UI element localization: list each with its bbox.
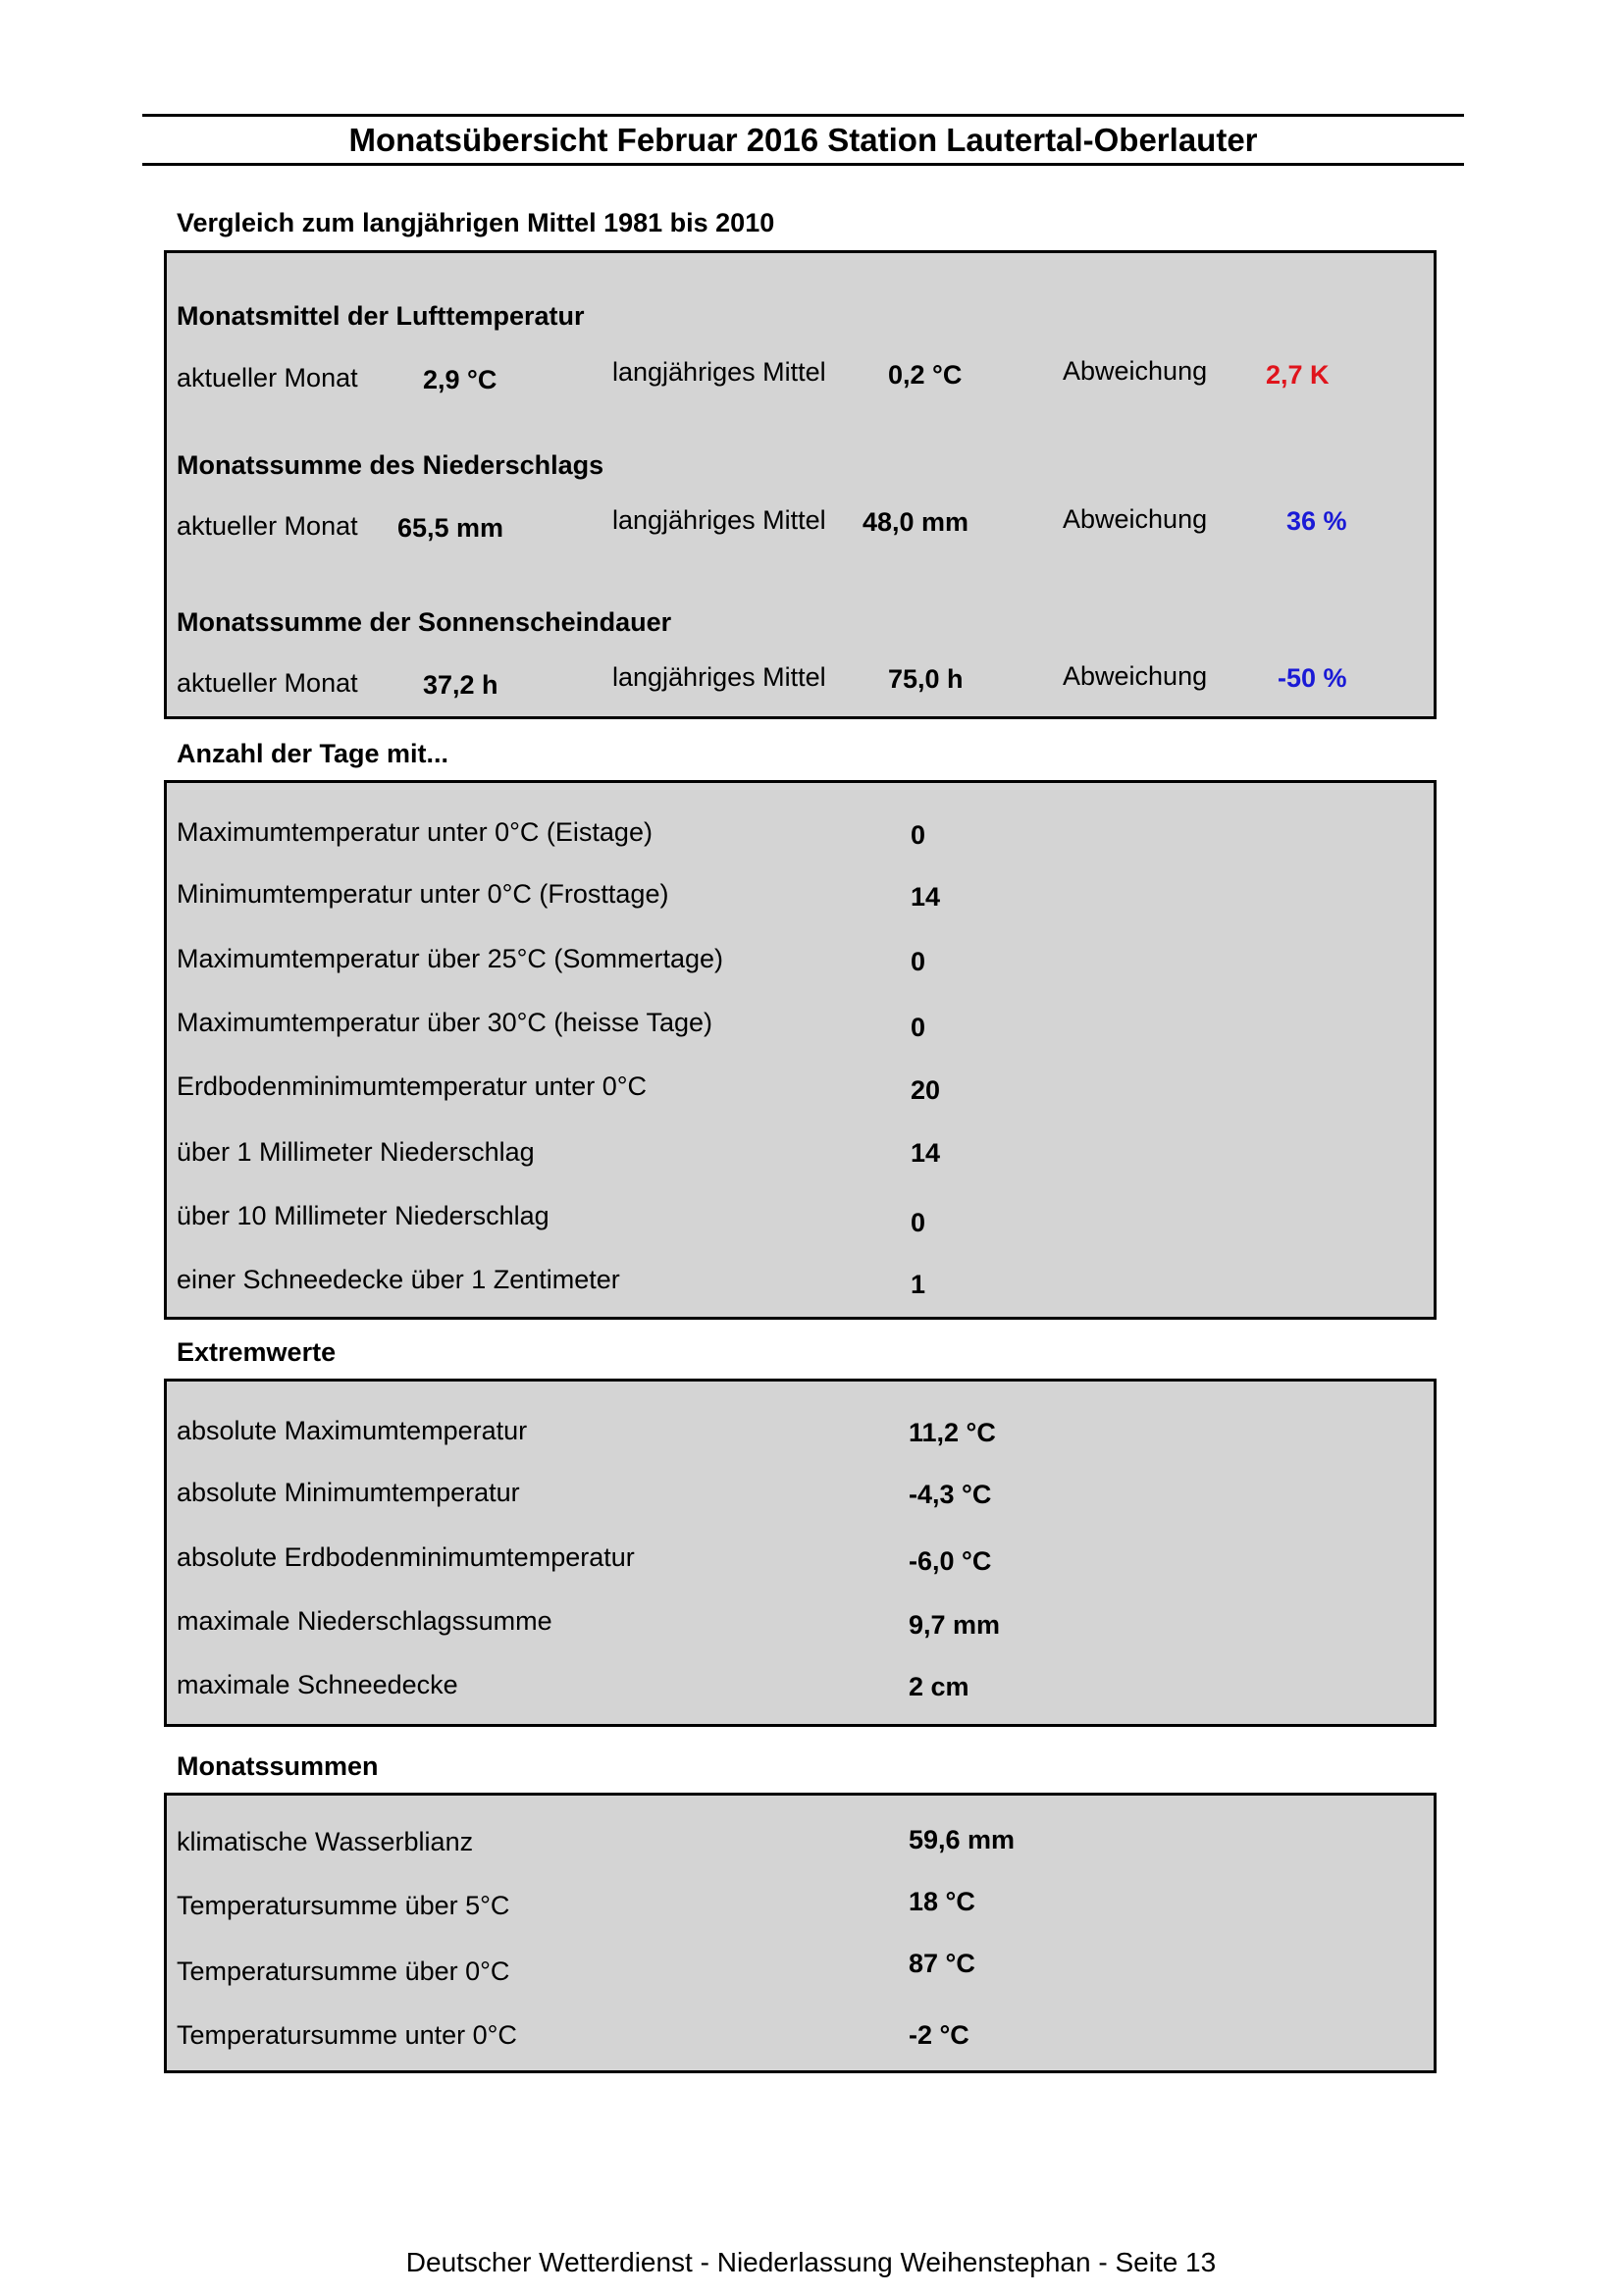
extremes-row-value: -6,0 °C: [909, 1546, 992, 1576]
days-row-label: Minimumtemperatur unter 0°C (Frosttage): [177, 879, 669, 909]
precipitation-current-label: aktueller Monat: [177, 511, 358, 541]
sunshine-current-label: aktueller Monat: [177, 668, 358, 698]
extremes-row-value: -4,3 °C: [909, 1480, 992, 1509]
sunshine-deviation-value: -50 %: [1278, 663, 1347, 693]
extremes-row-value: 2 cm: [909, 1672, 969, 1701]
days-row-value: 0: [911, 820, 926, 850]
days-row-value: 0: [911, 1013, 926, 1042]
sums-row-label: klimatische Wasserblianz: [177, 1827, 474, 1856]
sunshine-mean-label: langjähriges Mittel: [612, 662, 826, 692]
sums-row-label: Temperatursumme über 5°C: [177, 1891, 510, 1920]
days-row-label: Maximumtemperatur unter 0°C (Eistage): [177, 817, 653, 847]
page-title: Monatsübersicht Februar 2016 Station Lautertal-Oberlauter: [348, 122, 1258, 158]
sunshine-current-value: 37,2 h: [423, 670, 498, 700]
temperature-current-label: aktueller Monat: [177, 363, 358, 392]
extremes-row-label: absolute Erdbodenminimumtemperatur: [177, 1542, 635, 1572]
days-row-value: 20: [911, 1075, 941, 1105]
days-row-label: Erdbodenminimumtemperatur unter 0°C: [177, 1071, 648, 1101]
title-bottom-rule: [142, 163, 1464, 166]
days-heading: Anzahl der Tage mit...: [177, 739, 449, 768]
extremes-row-label: maximale Niederschlagssumme: [177, 1606, 552, 1636]
temperature-mean-label: langjähriges Mittel: [612, 357, 826, 387]
days-row-label: einer Schneedecke über 1 Zentimeter: [177, 1265, 620, 1294]
comparison-heading: Vergleich zum langjährigen Mittel 1981 bis 2010: [177, 208, 775, 237]
sums-row-value: -2 °C: [909, 2020, 969, 2050]
temperature-deviation-label: Abweichung: [1063, 356, 1208, 386]
precipitation-current-value: 65,5 mm: [397, 513, 504, 543]
sums-row-label: Temperatursumme unter 0°C: [177, 2020, 517, 2050]
days-row-value: 0: [911, 947, 926, 976]
days-row-value: 14: [911, 1138, 941, 1168]
precipitation-mean-value: 48,0 mm: [863, 507, 969, 537]
precipitation-deviation-value: 36 %: [1286, 506, 1347, 536]
sunshine-mean-value: 75,0 h: [888, 664, 964, 694]
page-footer: Deutscher Wetterdienst - Niederlassung Weihenstephan - Seite 13: [405, 2247, 1217, 2277]
days-row-value: 1: [911, 1270, 926, 1299]
extremes-row-label: absolute Maximumtemperatur: [177, 1416, 528, 1445]
title-top-rule: [142, 114, 1464, 117]
temperature-current-value: 2,9 °C: [423, 365, 497, 394]
temperature-mean-value: 0,2 °C: [888, 360, 963, 390]
extremes-row-value: 9,7 mm: [909, 1610, 1001, 1640]
days-row-label: über 10 Millimeter Niederschlag: [177, 1201, 549, 1230]
sums-row-value: 18 °C: [909, 1887, 975, 1916]
sunshine-heading: Monatssumme der Sonnenscheindauer: [177, 607, 672, 637]
days-row-label: Maximumtemperatur über 30°C (heisse Tage): [177, 1008, 713, 1037]
temperature-heading: Monatsmittel der Lufttemperatur: [177, 301, 585, 331]
extremes-row-label: absolute Minimumtemperatur: [177, 1478, 520, 1507]
days-row-label: über 1 Millimeter Niederschlag: [177, 1137, 535, 1167]
sums-row-label: Temperatursumme über 0°C: [177, 1957, 510, 1986]
temperature-deviation-value: 2,7 K: [1266, 360, 1330, 390]
days-row-value: 14: [911, 882, 941, 912]
precipitation-mean-label: langjähriges Mittel: [612, 505, 826, 535]
sunshine-deviation-label: Abweichung: [1063, 661, 1208, 691]
days-row-label: Maximumtemperatur über 25°C (Sommertage): [177, 944, 723, 973]
sums-row-value: 87 °C: [909, 1949, 975, 1978]
sums-row-value: 59,6 mm: [909, 1825, 1016, 1854]
extremes-heading: Extremwerte: [177, 1337, 337, 1367]
precipitation-heading: Monatssumme des Niederschlags: [177, 450, 604, 480]
days-row-value: 0: [911, 1208, 926, 1237]
extremes-row-label: maximale Schneedecke: [177, 1670, 458, 1699]
days-box: [164, 780, 1437, 1320]
extremes-row-value: 11,2 °C: [909, 1418, 996, 1447]
sums-heading: Monatssummen: [177, 1751, 379, 1781]
precipitation-deviation-label: Abweichung: [1063, 504, 1208, 534]
